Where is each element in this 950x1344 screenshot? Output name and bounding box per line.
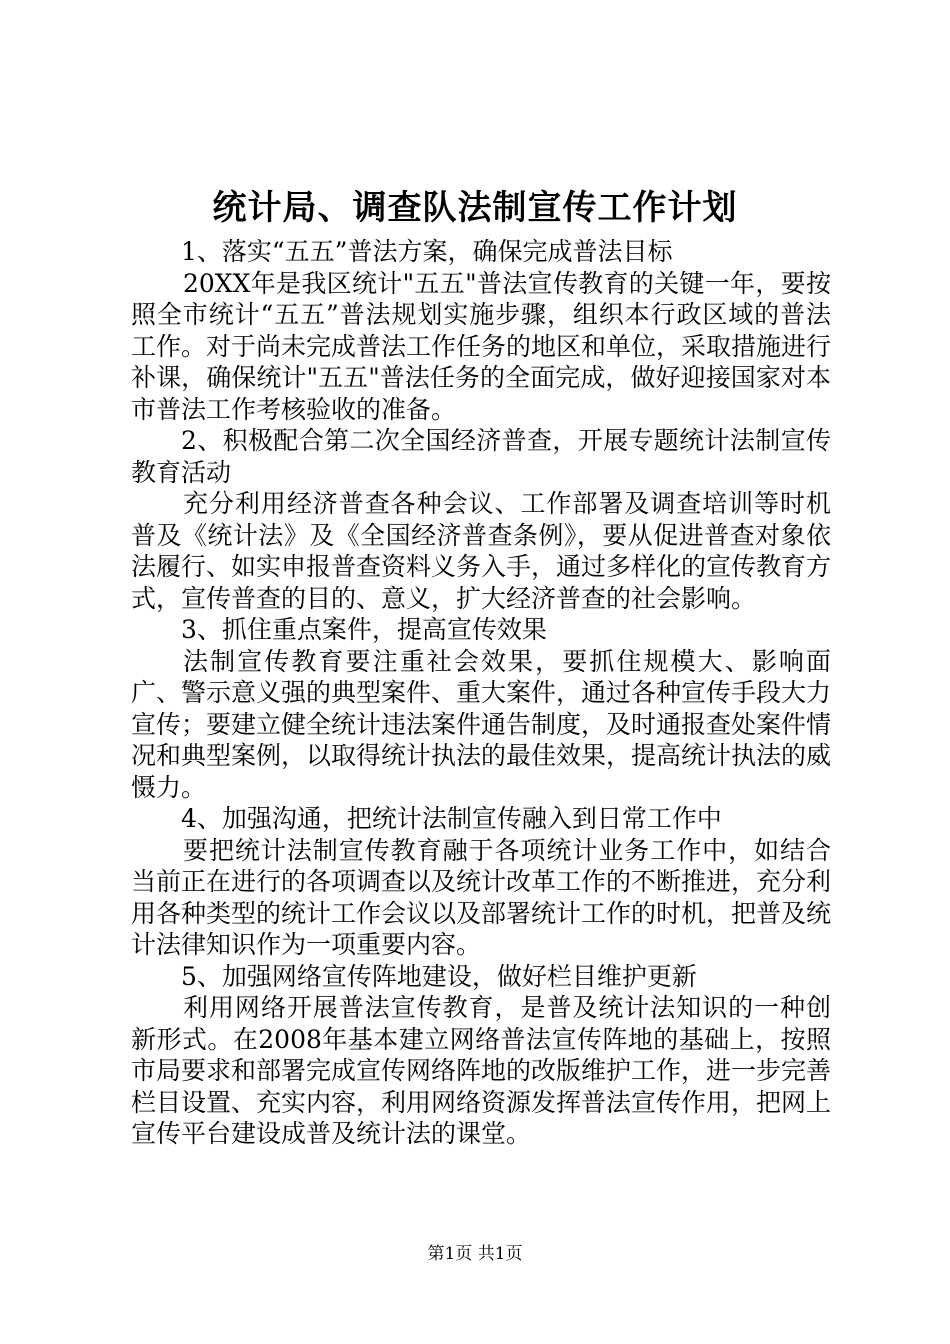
document-body — [131, 236, 831, 1150]
section-heading-1: 1、落实“五五”普法方案，确保完成普法目标 — [181, 237, 673, 266]
section-paragraph-2: 充分利用经济普查各种会议、工作部署及调查培训等时机普及《统计法》及《全国经济普查条例》，要从促进普查对象依法履行、如实申报普查资料义务入手，通过多样化的宣传教育方式，宣传普查的目的、意义，扩大经济普查的社会影响。 — [131, 489, 832, 613]
section-paragraph-1: 20XX年是我区统计"五五"普法宣传教育的关键一年，要按照全市统计“五五”普法规划实施步骤，组织本行政区域的普法工作。对于尚未完成普法工作任务的地区和单位，采取措施进行补课，确保统计"五五"普法任务的全面完成，做好迎接国家对本市普法工作考核验收的准备。 — [131, 268, 832, 424]
section-heading-5: 5、加强网络宣传阵地建设，做好栏目维护更新 — [181, 961, 697, 991]
section-heading-2: 2、积极配合第二次全国经济普查，开展专题统计法制宣传教育活动 — [131, 426, 831, 487]
section-paragraph-3: 法制宣传教育要注重社会效果，要抓住规模大、影响面广、警示意义强的典型案件、重大案件，通过各种宣传手段大力宣传；要建立健全统计违法案件通告制度，及时通报查处案件情况和典型案例，以取得统计执法的最佳效果，提高统计执法的威慑力。 — [131, 646, 832, 802]
section-heading-4: 4、加强沟通，把统计法制宣传融入到日常工作中 — [181, 804, 722, 833]
section-paragraph-5: 利用网络开展普法宣传教育，是普及统计法知识的一种创新形式。在2008年基本建立网络普法宣传阵地的基础上，按照市局要求和部署完成宣传网络阵地的改版维护工作，进一步完善栏目设置、充实内容，利用网络资源发挥普法宣传作用，把网上宣传平台建设成普及统计法的课堂。 — [131, 993, 832, 1148]
section-paragraph-4: 要把统计法制宣传教育融于各项统计业务工作中，如结合当前正在进行的各项调查以及统计改革工作的不断推进，充分利用各种类型的统计工作会议以及部署统计工作的时机，把普及统计法律知识作为一项重要内容。 — [131, 835, 832, 959]
section-heading-3: 3、抓住重点案件，提高宣传效果 — [181, 615, 547, 644]
document-title: 统计局、调查队法制宣传工作计划 — [212, 188, 738, 228]
page-footer: 第1页 共1页 — [427, 1244, 523, 1264]
